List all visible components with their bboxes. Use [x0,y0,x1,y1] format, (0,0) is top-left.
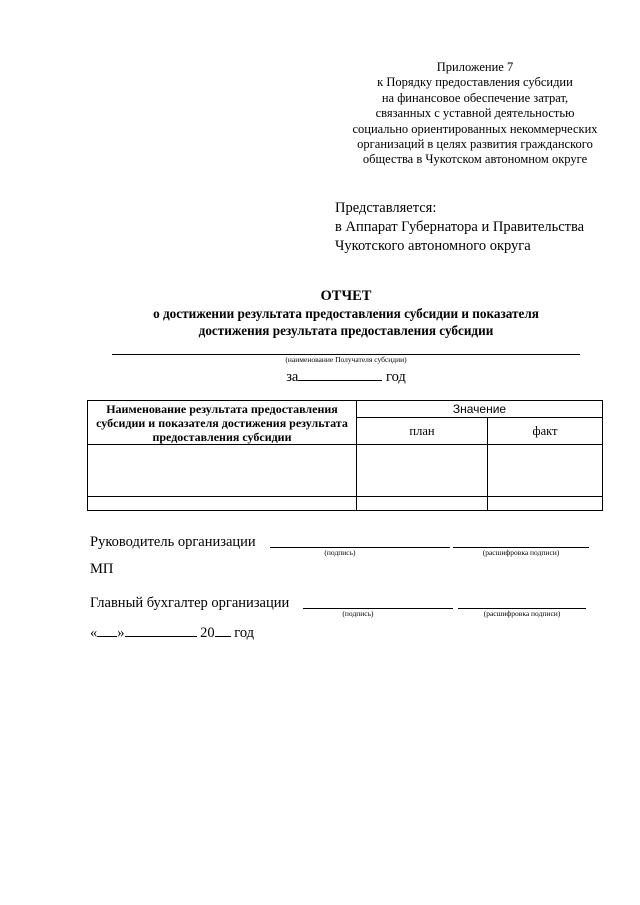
head-decoding-hint: (расшифровка подписи) [482,548,560,557]
report-title-block [90,287,602,339]
appendix-line: социально ориентированных некоммерческих [352,121,598,136]
year-suffix: год [386,369,406,385]
appendix-line: связанных с уставной деятельностью [375,106,575,121]
date-century: 20 [200,625,215,641]
column-header-fact: факт [488,418,603,445]
date-line [90,622,254,642]
table-cell-fact[interactable] [488,445,603,497]
appendix-line: к Порядку предоставления субсидии [377,75,573,90]
submitted-line: Чукотского автономного округа [335,238,531,254]
report-subtitle-line: о достижении результата предоставления субсидии и показателя [153,306,539,321]
accountant-decoding-hint: (расшифровка подписи) [483,609,561,618]
column-header-plan: план [357,418,488,445]
report-year-line [0,366,640,386]
report-table [87,400,603,511]
column-header-name: Наименование результата предоставления субсидии и показателя достижения результата предоставления субсидии [88,401,357,445]
stamp-place: МП [90,561,114,577]
report-subtitle-line: достижения результата предоставления субсидии [198,323,494,338]
column-header-value: Значение [357,401,603,418]
appendix-block [330,60,620,168]
submitted-label: Представляется: [335,200,437,216]
table-cell-name[interactable] [88,445,357,497]
year-prefix: за [286,369,299,385]
table-row [88,445,603,497]
head-signature-hint: (подпись) [324,548,356,557]
date-close-quote: » [117,625,125,641]
date-open-quote: « [90,625,98,641]
date-day-field[interactable] [97,622,117,637]
appendix-line: организаций в целях развития гражданского [357,137,593,152]
appendix-line: общества в Чукотском автономном округе [362,152,588,167]
report-title: ОТЧЕТ [320,288,372,304]
appendix-line: на финансовое обеспечение затрат, [381,90,569,105]
date-year-word: год [234,625,255,641]
submitted-to-block [335,199,584,256]
accountant-signature-label: Главный бухгалтер организации [90,595,290,611]
table-cell-plan[interactable] [357,445,488,497]
recipient-name-hint: (наименование Получателя субсидии) [285,355,407,364]
date-year-field[interactable] [215,622,231,637]
table-cell-fact[interactable] [488,497,603,511]
head-signature-label: Руководитель организации [90,534,256,550]
table-cell-name[interactable] [88,497,357,511]
year-field[interactable] [298,366,382,381]
appendix-line: Приложение 7 [436,60,514,74]
submitted-line: в Аппарат Губернатора и Правительства [335,219,585,235]
table-cell-plan[interactable] [357,497,488,511]
table-row [88,497,603,511]
date-month-field[interactable] [125,622,197,637]
accountant-signature-hint: (подпись) [342,609,374,618]
